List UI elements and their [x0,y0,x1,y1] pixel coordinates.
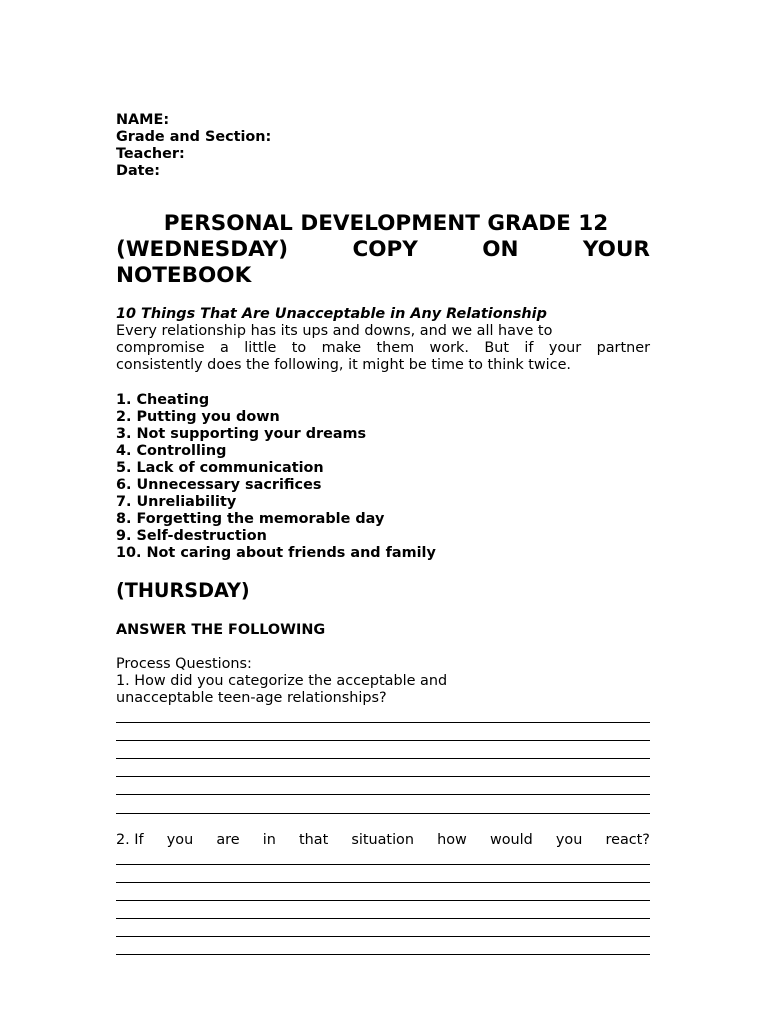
question-2-word: that [298,831,329,848]
worksheet-title [116,211,650,288]
answer-line[interactable] [116,777,650,795]
answer-lines-q1 [116,713,650,813]
list-item: 4. Controlling [116,442,227,459]
title-word: ON [482,236,519,262]
question-2-word: how [437,831,467,848]
grade-section-label: Grade and Section: [116,129,272,146]
teacher-label: Teacher: [116,146,185,163]
question-2-word: are [216,831,240,848]
list-item: 2. Putting you down [116,408,280,425]
title-word: YOUR [582,236,650,262]
question-2-word: in [262,831,276,848]
question-2 [116,832,650,849]
answer-line[interactable] [116,919,650,937]
process-questions-label: Process Questions: [116,655,252,672]
title-word: COPY [352,236,418,262]
question-1-line: 1. How did you categorize the acceptable and [116,672,448,689]
list-item: 9. Self-destruction [116,528,267,545]
list-item: 5. Lack of communication [116,459,324,476]
title-line-3: NOTEBOOK [116,262,252,288]
answer-line[interactable] [116,723,650,741]
list-item: 8. Forgetting the memorable day [116,511,385,528]
title-line-1: PERSONAL DEVELOPMENT GRADE 12 [163,211,609,237]
title-word: (WEDNESDAY) [116,236,289,262]
question-2-word: react? [605,831,650,848]
list-item: 1. Cheating [116,391,210,408]
worksheet-page [116,112,650,955]
list-item: 3. Not supporting your dreams [116,425,367,442]
answer-line[interactable] [116,795,650,813]
answer-instruction: ANSWER THE FOLLOWING [116,621,326,638]
question-2-word: you [555,831,583,848]
question-2-word: 2. If [116,831,144,848]
list-item: 7. Unreliability [116,494,237,511]
article-intro-line: compromise a little to make them work. But if your partner [116,340,650,357]
question-1-line: unacceptable teen-age relationships? [116,689,387,706]
list-item: 10. Not caring about friends and family [116,545,436,562]
question-2-word: situation [351,831,414,848]
answer-line[interactable] [116,901,650,919]
list-item: 6. Unnecessary sacrifices [116,477,322,493]
date-label: Date: [116,163,161,180]
answer-line[interactable] [116,741,650,759]
name-label: NAME: [116,112,170,128]
question-2-word: would [489,831,533,848]
question-2-word: you [166,831,194,848]
student-info-block [116,112,650,180]
thursday-heading: (THURSDAY) [116,579,250,603]
answer-line[interactable] [116,937,650,955]
answer-line[interactable] [116,865,650,883]
answer-line[interactable] [116,713,650,723]
article-subtitle: 10 Things That Are Unacceptable in Any Relationship [116,306,547,323]
answer-line[interactable] [116,855,650,865]
answer-line[interactable] [116,883,650,901]
answer-lines-q2 [116,855,650,955]
article-intro-line: consistently does the following, it might be time to think twice. [116,357,571,374]
unacceptable-list [116,392,650,563]
article-intro-line: Every relationship has its ups and downs, and we all have to [116,323,553,340]
answer-line[interactable] [116,759,650,777]
title-line-2 [116,237,650,263]
